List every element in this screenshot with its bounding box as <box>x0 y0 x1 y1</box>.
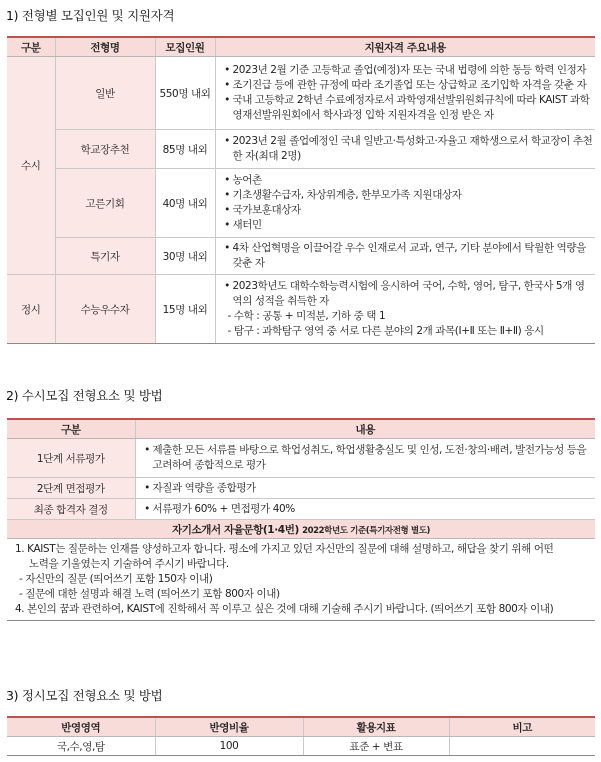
track-name: 일반 <box>55 57 155 130</box>
sub-item-math: - 수학 : 공통 + 미적분, 기하 중 택 1 <box>227 310 386 322</box>
admission-quota-table <box>7 36 595 344</box>
list-item: • 2023년 2월 졸업예정인 국내 일반고·특성화고·자율고 재학생으로서 학교장이 추천한 자(최대 2명) <box>224 135 593 162</box>
susi-evaluation-table <box>7 418 595 621</box>
track-eligibility <box>215 275 595 344</box>
eval-label: 1단계 서류평가 <box>7 439 135 478</box>
table-row <box>7 275 595 344</box>
table-row <box>7 737 595 756</box>
table-row <box>7 439 595 478</box>
essay-line: - 자신만의 질문 (띄어쓰기 포함 150자 이내) <box>19 573 213 585</box>
track-eligibility <box>215 169 595 238</box>
section1-title: 1) 전형별 모집인원 및 지원자격 <box>6 8 175 23</box>
eval-content: • 자질과 역량을 종합평가 <box>135 478 595 499</box>
essay-line: 4. 본인의 꿈과 관련하여, KAIST에 진학해서 꼭 이루고 싶은 것에 대해 기술해 주시기 바랍니다. (띄어쓰기 포함 800자 이내) <box>15 603 554 615</box>
essay-line: 1. KAIST는 질문하는 인재를 양성하고자 합니다. 평소에 가지고 있던 자신만의 질문에 대해 설명하고, 해답을 찾기 위해 어떤 <box>15 543 554 555</box>
list-item: • 기초생활수급자, 차상위계층, 한부모가족 지원대상자 <box>224 189 462 201</box>
essay-note: 2022학년도 기준(특기자전형 별도) <box>302 525 431 536</box>
table-row <box>7 238 595 275</box>
header-eligibility: 지원자격 주요내용 <box>215 37 595 57</box>
table-row <box>7 169 595 238</box>
header-content: 내용 <box>135 419 595 439</box>
header-area: 반영영역 <box>7 717 155 737</box>
section2-title: 2) 수시모집 전형요소 및 방법 <box>6 388 163 403</box>
track-quota: 30명 내외 <box>155 238 215 275</box>
list-item: • 조기진급 등에 관한 규정에 따라 조기졸업 또는 상급학교 조기입학 자격을 갖춘 자 <box>224 79 587 91</box>
group-susi: 수시 <box>7 57 55 275</box>
section3-title: 3) 정시모집 전형요소 및 방법 <box>6 688 163 703</box>
essay-line: 노력을 기울였는지 기술하여 주시기 바랍니다. <box>29 558 229 570</box>
eval-content: • 제출한 모든 서류를 바탕으로 학업성취도, 학업생활충실도 및 인성, 도전·창의·배려, 발전가능성 등을 고려하여 종합적으로 평가 <box>135 439 595 478</box>
track-quota: 15명 내외 <box>155 275 215 344</box>
track-name: 고른기회 <box>55 169 155 238</box>
list-item: • 2023학년도 대학수학능력시험에 응시하여 국어, 수학, 영어, 탐구, 한국사 5개 영역의 성적을 취득한 자 <box>224 280 585 307</box>
essay-header-row <box>7 520 595 539</box>
list-item: • 2023년 2월 기준 고등학교 졸업(예정)자 또는 국내 법령에 의한 동등 학력 인정자 <box>224 64 587 76</box>
sub-item-inquiry: - 탐구 : 과학탐구 영역 중 서로 다른 분야의 2개 과목(Ⅰ+Ⅱ 또는 Ⅱ+Ⅱ) 응시 <box>227 325 544 337</box>
table-row <box>7 478 595 499</box>
table-header-row <box>7 419 595 439</box>
jeongsi-evaluation-table <box>7 716 595 756</box>
track-name: 특기자 <box>55 238 155 275</box>
group-jeongsi: 정시 <box>7 275 55 344</box>
track-eligibility <box>215 130 595 169</box>
header-quota: 모집인원 <box>155 37 215 57</box>
cell-index: 표준 + 변표 <box>303 737 449 756</box>
cell-note <box>449 737 595 756</box>
list-item: • 4차 산업혁명을 이끌어갈 우수 인재로서 교과, 연구, 기타 분야에서 탁월한 역량을 갖춘 자 <box>224 242 586 269</box>
list-item: • 국가보훈대상자 <box>224 204 301 216</box>
track-quota: 40명 내외 <box>155 169 215 238</box>
track-eligibility <box>215 57 595 130</box>
eval-label: 2단계 면접평가 <box>7 478 135 499</box>
track-name: 학교장추천 <box>55 130 155 169</box>
track-quota: 550명 내외 <box>155 57 215 130</box>
track-name: 수능우수자 <box>55 275 155 344</box>
track-quota: 85명 내외 <box>155 130 215 169</box>
cell-ratio: 100 <box>155 737 303 756</box>
table-row <box>7 130 595 169</box>
list-item: • 농어촌 <box>224 174 262 186</box>
track-eligibility <box>215 238 595 275</box>
eval-content: • 서류평가 60% + 면접평가 40% <box>135 499 595 520</box>
cell-area: 국,수,영,탐 <box>7 737 155 756</box>
header-category: 구분 <box>7 419 135 439</box>
list-item: • 새터민 <box>224 219 262 231</box>
header-note: 비고 <box>449 717 595 737</box>
table-row <box>7 499 595 520</box>
header-track-name: 전형명 <box>55 37 155 57</box>
header-category: 구분 <box>7 37 55 57</box>
essay-body-row <box>7 539 595 621</box>
list-item: • 국내 고등학교 2학년 수료예정자로서 과학영재선발위원회규칙에 따라 KAIST 과학영재선발위원회에서 학사과정 입학 지원자격을 인정 받은 자 <box>224 94 590 121</box>
table-header-row <box>7 37 595 57</box>
header-ratio: 반영비율 <box>155 717 303 737</box>
header-index: 활용지표 <box>303 717 449 737</box>
table-row <box>7 57 595 130</box>
table-header-row <box>7 717 595 737</box>
essay-title: 자기소개서 자율문항(1·4번) <box>171 523 299 536</box>
essay-line: - 질문에 대한 설명과 해결 노력 (띄어쓰기 포함 800자 이내) <box>19 588 280 600</box>
eval-label: 최종 합격자 결정 <box>7 499 135 520</box>
